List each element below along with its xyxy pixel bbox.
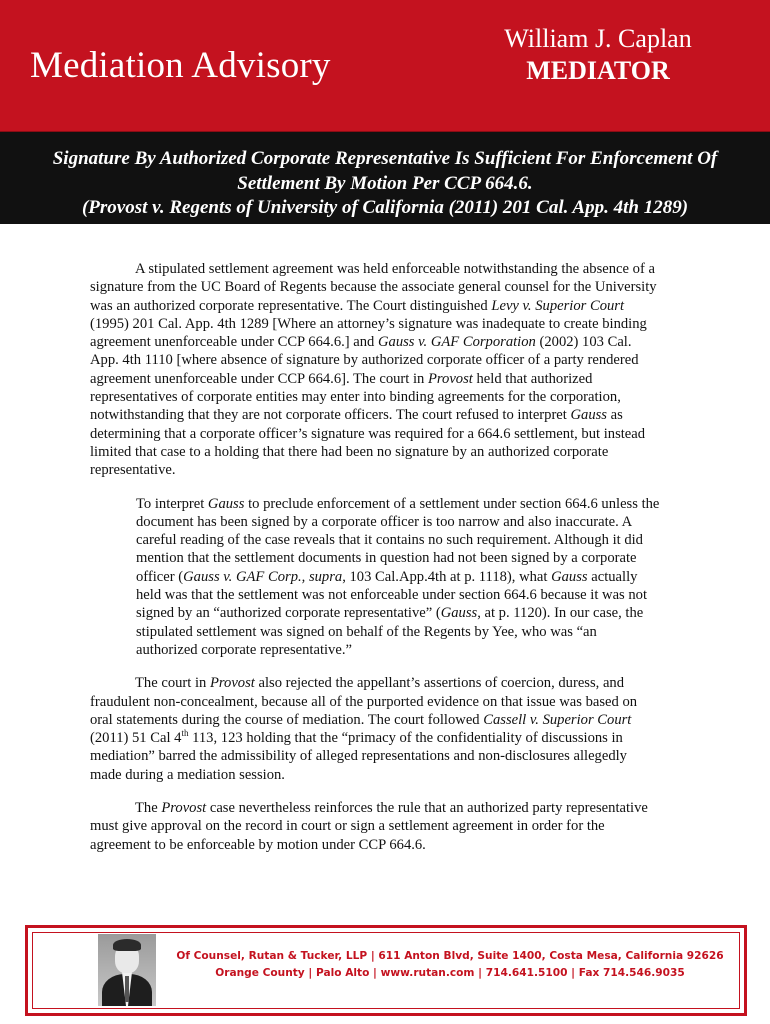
case-citation: Gauss — [207, 495, 245, 512]
text-run: held that authorized — [472, 370, 593, 387]
text-run: must give approval on the record in court or sign a settlement agreement in order for the — [90, 818, 605, 835]
article-headline — [0, 132, 770, 224]
text-run: representative. — [90, 462, 176, 479]
text-run: 113, 123 holding that the “primacy of the confidentiality of discussions in — [188, 730, 623, 747]
text-run: signed by an “authorized corporate representative” ( — [136, 605, 441, 622]
text-run: to preclude enforcement of a settlement under section 664.6 unless the — [244, 495, 660, 512]
paragraph-3 — [90, 674, 686, 784]
case-citation: Gauss — [551, 568, 588, 585]
text-run: (2011) 51 Cal 4 — [90, 730, 182, 747]
case-citation: Cassell v. Superior Court — [483, 711, 632, 728]
text-run: agreement unenforceable under CCP 664.6.] and — [90, 334, 378, 351]
photo-tie-shape — [125, 976, 129, 1002]
text-run: , at p. 1120). In our case, the — [477, 605, 644, 622]
text-run: determining that a corporate officer’s signature was required for a 664.6 settlement, but instead — [90, 425, 646, 442]
case-citation: Gauss v. GAF Corp., supra — [183, 568, 343, 585]
headline-line-3: (Provost v. Regents of University of California (2011) 201 Cal. App. 4th 1289) — [81, 197, 689, 218]
text-run: mention that the settlement documents in question had not been signed by a corporate — [136, 550, 637, 567]
text-run: case nevertheless reinforces the rule that an authorized party representative — [206, 800, 648, 817]
case-citation: Provost — [427, 370, 473, 387]
text-run: careful reading of the case reveals that it contains no such requirement. Although it did — [136, 532, 643, 549]
paragraph-1 — [90, 260, 686, 480]
text-run: , 103 Cal.App.4th at p. 1118), what — [342, 568, 552, 585]
case-citation: Gauss — [570, 407, 607, 424]
text-run: made during a mediation session. — [90, 766, 285, 783]
text-run: officer ( — [136, 568, 184, 585]
case-citation: Gauss v. GAF Corporation — [378, 334, 536, 351]
newsletter-title: Mediation Advisory — [30, 45, 331, 86]
text-run: limited that case to a holding that there had been no signature by an authorized corporate — [90, 443, 609, 460]
article-body — [90, 260, 686, 869]
text-run: To interpret — [136, 495, 208, 512]
mediator-role: MEDIATOR — [526, 56, 670, 85]
superscript: th — [181, 728, 189, 739]
case-citation: Provost — [161, 800, 207, 817]
footer-address: Of Counsel, Rutan & Tucker, LLP | 611 Anton Blvd, Suite 1400, Costa Mesa, California 92626 — [176, 950, 724, 962]
text-run: agreement to be enforceable by motion under CCP 664.6. — [90, 836, 426, 853]
text-run: signature from the UC Board of Regents because the associate general counsel for the University — [90, 279, 657, 296]
case-citation: Gauss — [440, 605, 478, 622]
text-run: authorized corporate representative.” — [136, 641, 352, 658]
paragraph-4 — [90, 799, 686, 854]
text-run: A stipulated settlement agreement was held enforceable notwithstanding the absence of a — [135, 261, 655, 277]
text-run: was an authorized corporate representative. The Court distinguished — [90, 297, 492, 314]
text-run: notwithstanding that they are not corporate officers. The court refused to interpret — [90, 407, 571, 424]
text-run: agreement unenforceable under CCP 664.6]. The court in — [90, 370, 428, 387]
headline-line-1: Signature By Authorized Corporate Representative Is Sufficient For Enforcement Of — [52, 148, 718, 169]
mediator-name: William J. Caplan — [504, 24, 692, 53]
header-bar — [0, 0, 770, 132]
case-citation: Provost — [209, 675, 255, 692]
paragraph-2-block-quote — [136, 495, 686, 660]
footer-contact-box — [25, 925, 747, 1016]
text-run: fraudulent non-concealment, because all of the purported evidence on that issue was based on — [90, 693, 638, 710]
text-run: The court in — [135, 675, 210, 692]
case-citation: Levy v. Superior Court — [491, 297, 625, 314]
text-run: stipulated settlement was signed on behalf of the Regents by Yee, who was “an — [136, 623, 597, 640]
text-run: actually — [587, 568, 638, 585]
text-run: representatives of corporate entities may enter into binding agreements for the corporation, — [90, 389, 621, 406]
text-run: also rejected the appellant’s assertions of coercion, duress, and — [254, 675, 625, 692]
text-run: document has been signed by a corporate officer is too narrow and also inaccurate. A — [136, 513, 633, 530]
footer-contact-info: Orange County | Palo Alto | www.rutan.com | 714.641.5100 | Fax 714.546.9035 — [215, 967, 685, 979]
text-run: as — [607, 407, 623, 424]
headline-line-2: Settlement By Motion Per CCP 664.6. — [237, 172, 533, 194]
text-run: The — [135, 800, 162, 817]
text-run: App. 4th 1110 [where absence of signature by authorized corporate officer of a party rendered — [90, 352, 639, 369]
text-run: (2002) 103 Cal. — [535, 334, 632, 351]
text-run: mediation” barred the admissibility of alleged representations and non-disclosures allegedly — [90, 748, 627, 765]
text-run: oral statements during the course of mediation. The court followed — [90, 711, 484, 728]
text-run: (1995) 201 Cal. App. 4th 1289 [Where an attorney’s signature was inadequate to create binding — [90, 315, 647, 332]
text-run: held was that the settlement was not enforceable under section 664.6 because it was not — [136, 587, 648, 604]
